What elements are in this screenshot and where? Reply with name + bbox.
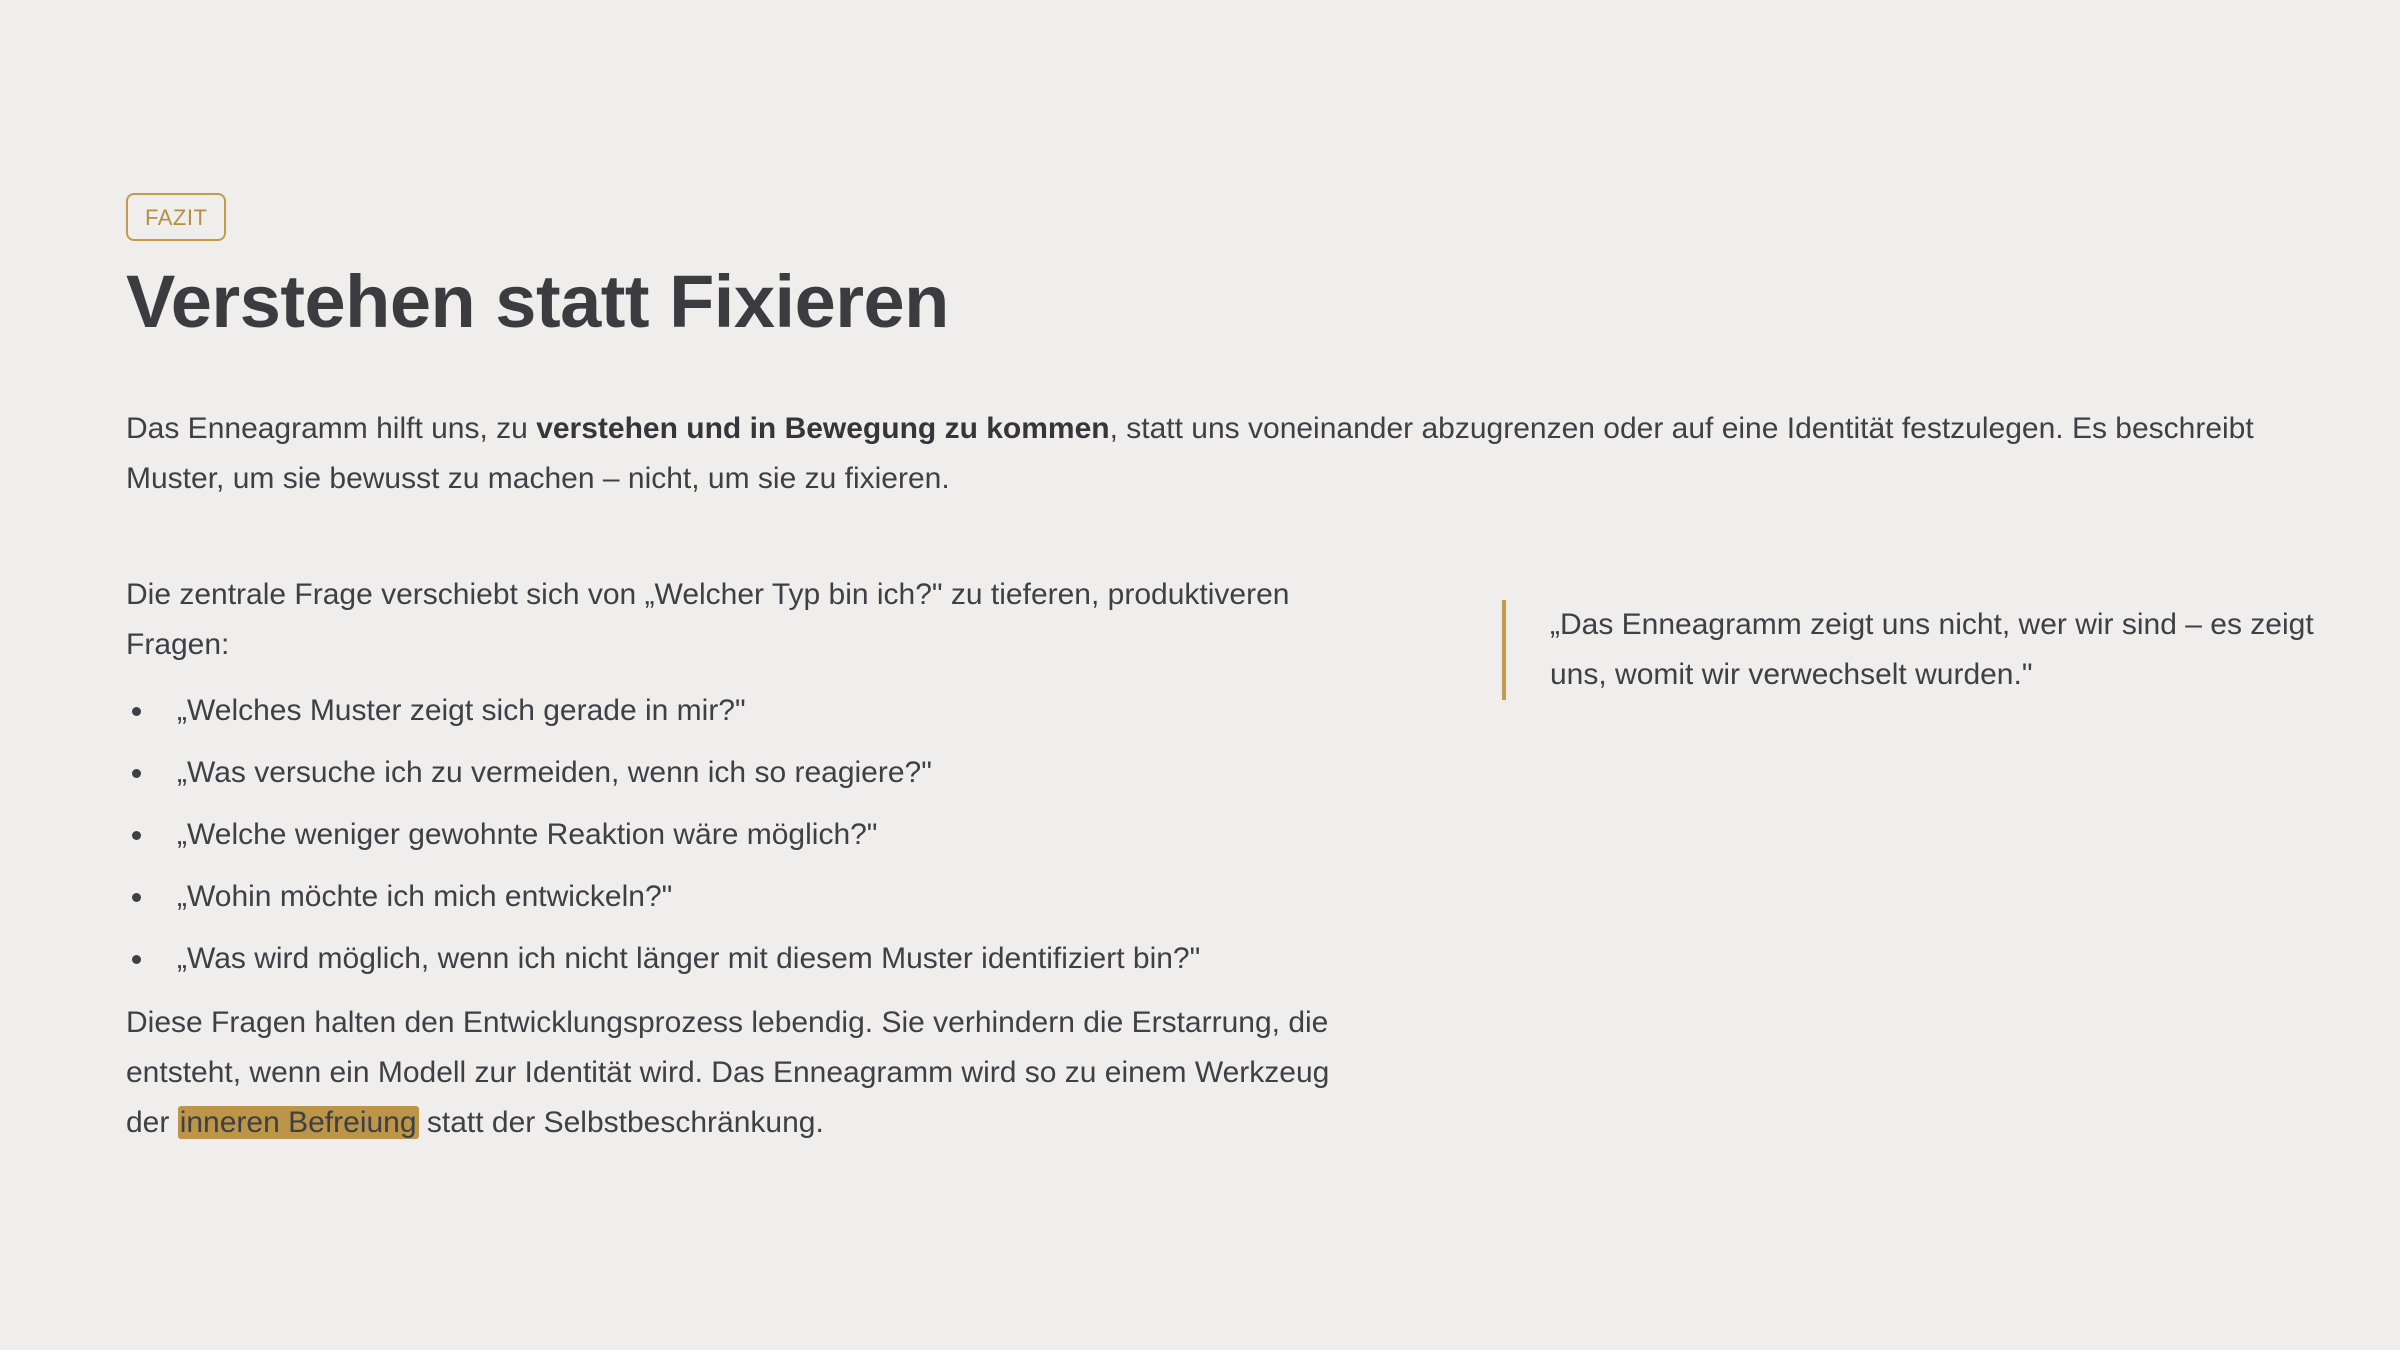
questions-lead: Die zentrale Frage verschiebt sich von „Welcher Typ bin ich?" zu tieferen, produktiveren Fragen: [126,578,1290,662]
question-list [126,686,1376,984]
list-item [126,748,1376,798]
pull-quote: „Das Enneagramm zeigt uns nicht, wer wir sind – es zeigt uns, womit wir verwechselt wurden." [1502,600,2330,700]
list-item [126,810,1376,860]
list-item [126,872,1376,922]
content-columns [126,570,2314,1148]
list-item-text: „Was wird möglich, wenn ich nicht länger mit diesem Muster identifiziert bin?" [177,942,1201,976]
closing-text-start: Diese Fragen halten den Entwicklungsprozess lebendig. Sie verhindern die Erstarrung, die entsteht, wenn ein Modell zur Identität wird. Das Enneagramm wird so zu einem Werkzeug der [126,1006,1330,1140]
slide [126,193,2314,1148]
list-item-text: „Welche weniger gewohnte Reaktion wäre möglich?" [177,818,878,852]
bullet-icon [132,955,141,964]
list-item [126,686,1376,736]
page-title: Verstehen statt Fixieren [126,260,949,343]
intro-text-start: Das Enneagramm hilft uns, zu [126,412,537,446]
intro-paragraph [126,404,2276,504]
bullet-icon [132,831,141,840]
closing-paragraph [126,998,1376,1148]
list-item-text: „Welches Muster zeigt sich gerade in mir?" [177,694,746,728]
closing-text-end: statt der Selbstbeschränkung. [418,1106,824,1140]
highlighted-phrase: inneren Befreiung [179,1106,417,1140]
list-item-text: „Wohin möchte ich mich entwickeln?" [177,880,673,914]
list-item [126,934,1376,984]
intro-text-end: , statt uns voneinander abzugrenzen oder auf eine Identität festzulegen. Es beschreibt Muster, um sie bewusst zu machen – nicht, um sie zu fixieren. [126,412,2254,496]
list-item-text: „Was versuche ich zu vermeiden, wenn ich so reagiere?" [177,756,932,790]
questions-column [126,570,1376,1148]
section-tag: FAZIT [126,193,226,241]
intro-emphasis: verstehen und in Bewegung zu kommen [536,412,1110,446]
bullet-icon [132,707,141,716]
bullet-icon [132,769,141,778]
bullet-icon [132,893,141,902]
